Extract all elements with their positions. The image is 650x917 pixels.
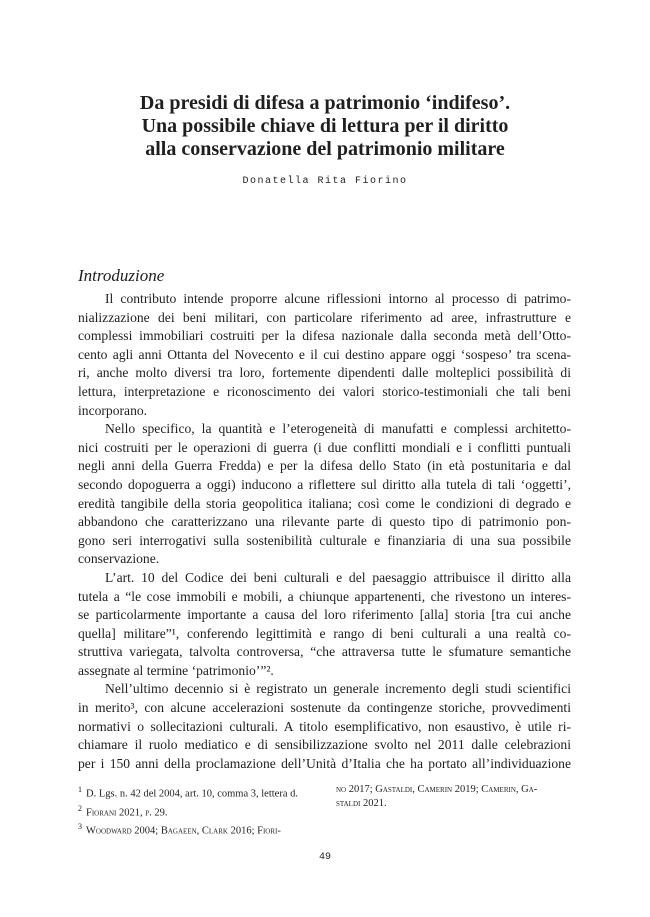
footnote [78, 802, 323, 821]
section-heading: Introduzione [78, 266, 165, 285]
body-line: secondo dopoguerra a oggi) inducono a riflettere sul diritto alla tutela di tali ‘oggetti’, [78, 476, 571, 492]
body-line: struttiva variegata, talvolta controversa, “che attraversa tutte le sfumature semantiche [78, 644, 571, 660]
body-line: tutela a “le cose immobili e mobili, a chiunque appartenenti, che rivestono un interes- [78, 588, 571, 604]
body-text [78, 290, 571, 773]
body-line: normativi o sollecitazioni culturali. A titolo esemplificativo, non esaustivo, è utile ri- [78, 718, 571, 734]
body-line: L’art. 10 del Codice dei beni culturali e del paesaggio attribuisce il diritto alla [105, 569, 571, 585]
body-line: in merito³, con alcune accelerazioni sostenute da contingenze storiche, provvedimenti [78, 700, 571, 716]
footnote-continuation: staldi 2021. [336, 798, 387, 809]
footnote [78, 820, 323, 839]
body-line: negli anni della Guerra Fredda) e per la difesa dello Stato (in età postunitaria e dal [78, 458, 571, 474]
body-line: lettura, interpretazione e riconoscimento dei valori storico-testimoniali che tali beni [78, 383, 571, 399]
page-number: 49 [318, 852, 331, 863]
body-line: nici costruiti per le operazioni di guerra (i due conflitti mondiali e i conflitti puntuali [78, 439, 571, 455]
body-line: Nell’ultimo decennio si è registrato un generale incremento degli studi scientifici [105, 681, 571, 697]
body-line: complessi immobiliari costruiti per la difesa nazionale dalla seconda metà dell’Otto- [78, 328, 571, 344]
body-line: quella] militare”¹, conferendo legittimità e rango di beni culturali a una realtà co- [78, 625, 571, 641]
footnote-number: 3 [78, 822, 82, 831]
footnotes-right-column [336, 783, 571, 811]
body-line: ri, anche molto diversi tra loro, fortemente dipendenti dalle molteplici possibilità di [78, 365, 571, 381]
footnote-number: 1 [78, 785, 82, 794]
body-line: abbandono che caratterizzano una rilevante parte di questo tipo di patrimonio pon- [78, 514, 571, 530]
footnote-text: Woodward 2004; Bagaeen, Clark 2016; Fiori- [86, 825, 281, 837]
body-line: se particolarmente importante a causa del loro riferimento [alla] storia [tra cui anche [78, 607, 571, 623]
body-line: gono seri interrogativi sulla sostenibilità culturale e finanziaria di una sua possibile [78, 532, 571, 548]
footnote-text: D. Lgs. n. 42 del 2004, art. 10, comma 3, lettera d. [86, 788, 298, 800]
body-line: per i 150 anni della proclamazione dell’Unità d’Italia che ha portato all’individuazione [78, 755, 571, 771]
body-line: conservazione. [78, 551, 160, 567]
body-line: chiamare il ruolo mediatico e di sensibilizzazione svolto nel 2011 dalle celebrazioni [78, 737, 571, 753]
footnote-number: 2 [78, 803, 82, 813]
title-line-1: Da presidi di difesa a patrimonio ‘indifeso’. [139, 92, 511, 114]
body-line: eredità tangibile della storia geopolitica italiana; così come le condizioni di degrado e [78, 495, 571, 511]
footnote-text: Fiorani 2021, p. 29. [86, 807, 168, 818]
body-line: assegnate al termine ‘patrimonio’”². [78, 662, 274, 678]
body-line: nializzazione dei beni militari, con particolare riferimento ad aree, infrastrutture e [78, 309, 571, 325]
footnote-continuation: no 2017; Gastaldi, Camerin 2019; Camerin, Ga- [336, 784, 538, 795]
body-line: Il contributo intende proporre alcune riflessioni intorno al processo di patrimo- [105, 291, 571, 306]
footnote [78, 783, 323, 802]
title-line-3: alla conservazione del patrimonio militare [145, 138, 505, 160]
article-title [60, 92, 590, 161]
body-line: incorporano. [78, 402, 148, 418]
body-line: Nello specifico, la quantità e l’eterogeneità di manufatti e complessi architetto- [105, 421, 571, 437]
footnotes-left-column [78, 783, 323, 839]
body-line: cento agli anni Ottanta del Novecento e il cui destino appare oggi ‘sospeso’ tra scena- [78, 346, 571, 362]
title-line-2: Una possibile chiave di lettura per il diritto [141, 115, 509, 137]
author-name: Donatella Rita Fiorino [242, 176, 408, 187]
